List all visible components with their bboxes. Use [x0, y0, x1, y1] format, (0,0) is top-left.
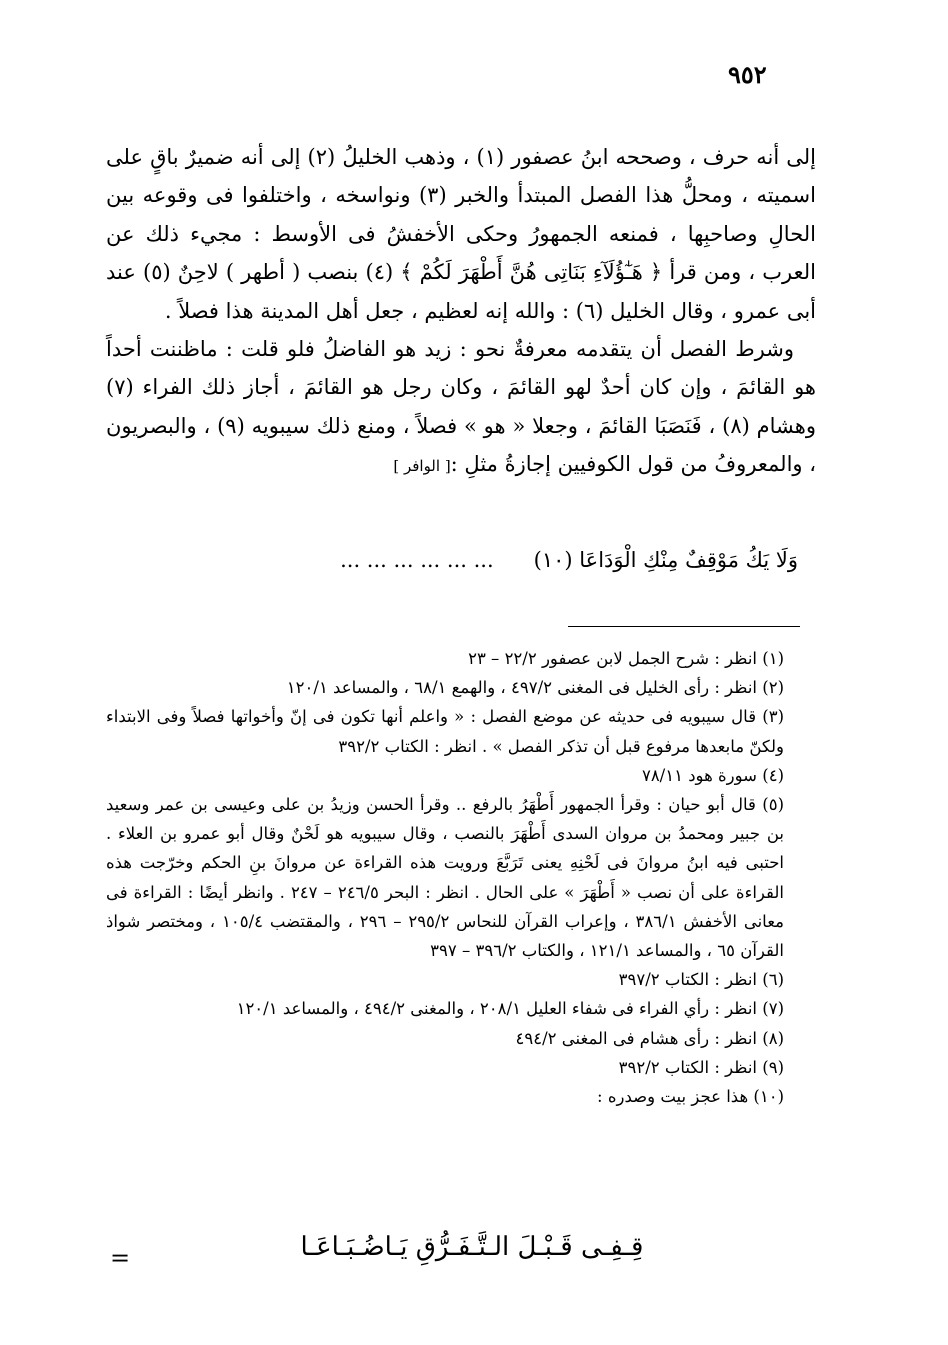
- paragraph: إلى أنه حرف ، وصححه ابنُ عصفور (١) ، وذهب الخليلُ (٢) إلى أنه ضميرٌ باقٍ على اسميته ، ومحلُّ هذا الفصل المبتدأ والخبر (٣) ونواسخه ، واختلفوا فى وقوعه بين الحالِ وصاحبِها ، فمنعه الجمهورُ وحكى الأخفشُ فى الأوسط : مجيء ذلك عن العرب ، ومن قرأ ﴿ هَـٰٓؤُلَآءِ بَنَاتِى هُنَّ أَطْهَرَ لَكُمْ ﴾ (٤) بنصب ( أطهر ) لاحِنٌ (٥) عند أبى عمرو ، وقال الخليل (٦) : والله إنه لعظيم ، جعل أهل المدينة هذا فصلاً .: [106, 145, 816, 323]
- footnote-7: (٧) انظر : رأي الفراء فى شفاء العليل ٢٠٨/١ ، والمغنى ٤٩٤/٢ ، والمساعد ١٢٠/١: [236, 999, 784, 1019]
- verse-line: [206, 548, 798, 572]
- footnote-6: (٦) انظر : الكتاب ٣٩٧/٢: [618, 970, 784, 990]
- footnote-2: (٢) انظر : رأى الخليل فى المغنى ٤٩٧/٢ ، والهمع ٦٨/١ ، والمساعد ١٢٠/١: [286, 678, 784, 698]
- footnote-9: (٩) انظر : الكتاب ٣٩٢/٢: [618, 1057, 784, 1077]
- verse-first-hemistich: قِـفِـى قَـبْـلَ الـتَّـفَـرُّقِ يَـاضُـبَـاعَـا: [300, 1232, 644, 1262]
- footnote-4: (٤) سورة هود ٧٨/١١: [641, 765, 784, 785]
- footnote-3: (٣) قال سيبويه فى حديثه عن موضع الفصل : « واعلم أنها تكون فى إنّ وأخواتها فصلاً وفى الابتداء ولكنّ مابعدها مرفوع قبل أن تذكر الفصل » . انظر : الكتاب ٣٩٢/٢: [106, 707, 784, 756]
- main-text: [106, 138, 816, 486]
- paragraph: [106, 330, 816, 486]
- page-number: ٩٥٢: [728, 60, 767, 89]
- continuation-mark: =: [110, 1244, 131, 1272]
- footnotes: [106, 644, 796, 1111]
- paragraph-text: وشرط الفصل أن يتقدمه معرفةٌ نحو : زيد هو الفاضلُ فلو قلت : ماظننت أحداً هو القائمَ ، وإن كان أحدٌ لهو القائمَ ، وكان رجل هو القائمَ ، أجاز ذلك الفراء (٧) وهشام (٨) ، فَنَصَبَا القائمَ ، وجعلا « هو » فصلاً ، ومنع ذلك سيبويه (٩) ، والبصريون ، والمعروفُ من قول الكوفيين إجازةُ مثلِ :: [106, 337, 816, 477]
- footnote-separator: [568, 626, 800, 627]
- footnote-10: (١٠) هذا عجز بيت وصدره :: [597, 1087, 784, 1107]
- meter-label: [ الوافر ]: [393, 457, 451, 476]
- verse-ellipsis: ... ... ... ... ... ...: [340, 548, 494, 572]
- verse-text: وَلَا يَكُ مَوْقِفٌ مِنْكِ الْوَدَاعَا (١٠): [533, 548, 798, 572]
- footnote-8: (٨) انظر : رأى هشام فى المغنى ٤٩٤/٢: [515, 1028, 784, 1048]
- footnote-1: (١) انظر : شرح الجمل لابن عصفور ٢٢/٢ – ٢٣: [468, 649, 784, 668]
- footnote-5: (٥) قال أبو حيان : وقرأ الجمهور أَطْهَرُ بالرفع .. وقرأ الحسن وزيدُ بن على وعيسى بن عمر وسعيد بن جبير ومحمدُ بن مروان السدى أَطْهَرَ بالنصب ، وقال سيبويه هو لَحْنٌ وقال أبو عمرو بن العلاء . احتبى فيه ابنُ مروانَ فى لَحْنِهِ يعنى تَرَبَّعَ ورويت هذه القراءة عن مروانَ بنِ الحكم وخرّجت هذه القراءة على أن نصب « أَطْهَرَ » على الحال . انظر : البحر ٢٤٦/٥ – ٢٤٧ . وانظر أيضًا : القراءة فى معانى الأخفش ٣٨٦/١ ، وإعراب القرآن للنحاس ٢٩٥/٢ – ٢٩٦ ، والمقتضب ١٠٥/٤ ، ومختصر شواذ القرآن ٦٥ ، والمساعد ١٢١/١ ، والكتاب ٣٩٦/٢ – ٣٩٧: [106, 795, 784, 961]
